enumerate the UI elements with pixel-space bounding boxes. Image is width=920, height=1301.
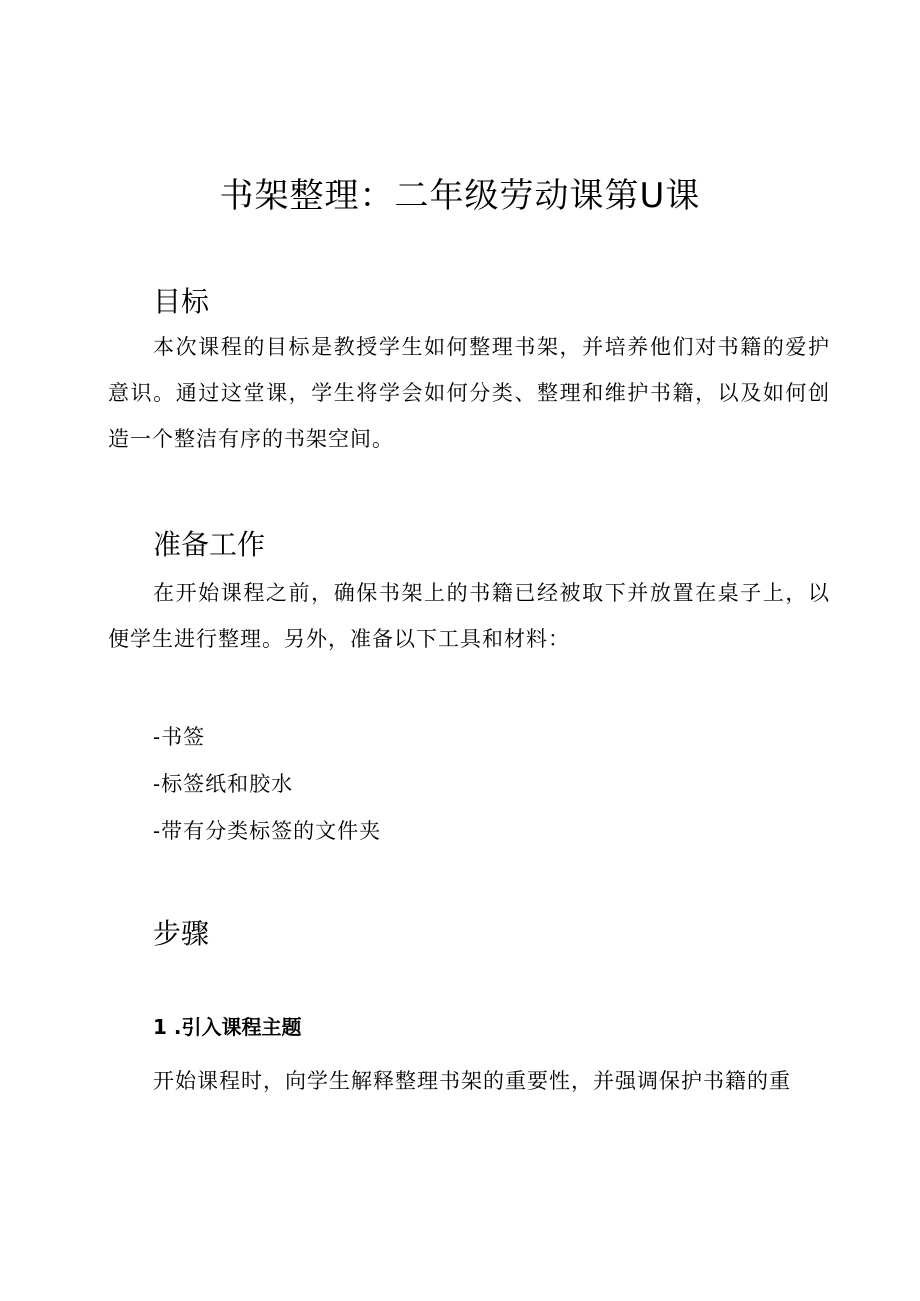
step-title: 1 .引入课程主题 — [153, 1015, 302, 1039]
document-title: 书架整理：二年级劳动课第U课 — [219, 176, 701, 216]
materials-list-item: -书签 — [153, 725, 206, 749]
section-heading-goal: 目标 — [153, 285, 210, 318]
section-heading-preparation: 准备工作 — [153, 528, 266, 561]
materials-list-item: -标签纸和胶水 — [153, 772, 294, 796]
section-paragraph-preparation: 在开始课程之前，确保书架上的书籍已经被取下并放置在桌子上，以便学生进行整理。另外，准备以下工具和材料： — [108, 581, 830, 651]
section-heading-steps: 步骤 — [153, 917, 210, 950]
section-paragraph-goal: 本次课程的目标是教授学生如何整理书架，并培养他们对书籍的爱护意识。通过这堂课，学生将学会如何分类、整理和维护书籍，以及如何创造一个整洁有序的书架空间。 — [108, 335, 830, 451]
step-paragraph: 开始课程时，向学生解释整理书架的重要性，并强调保护书籍的重 — [153, 1069, 791, 1093]
materials-list-item: -带有分类标签的文件夹 — [153, 819, 382, 843]
